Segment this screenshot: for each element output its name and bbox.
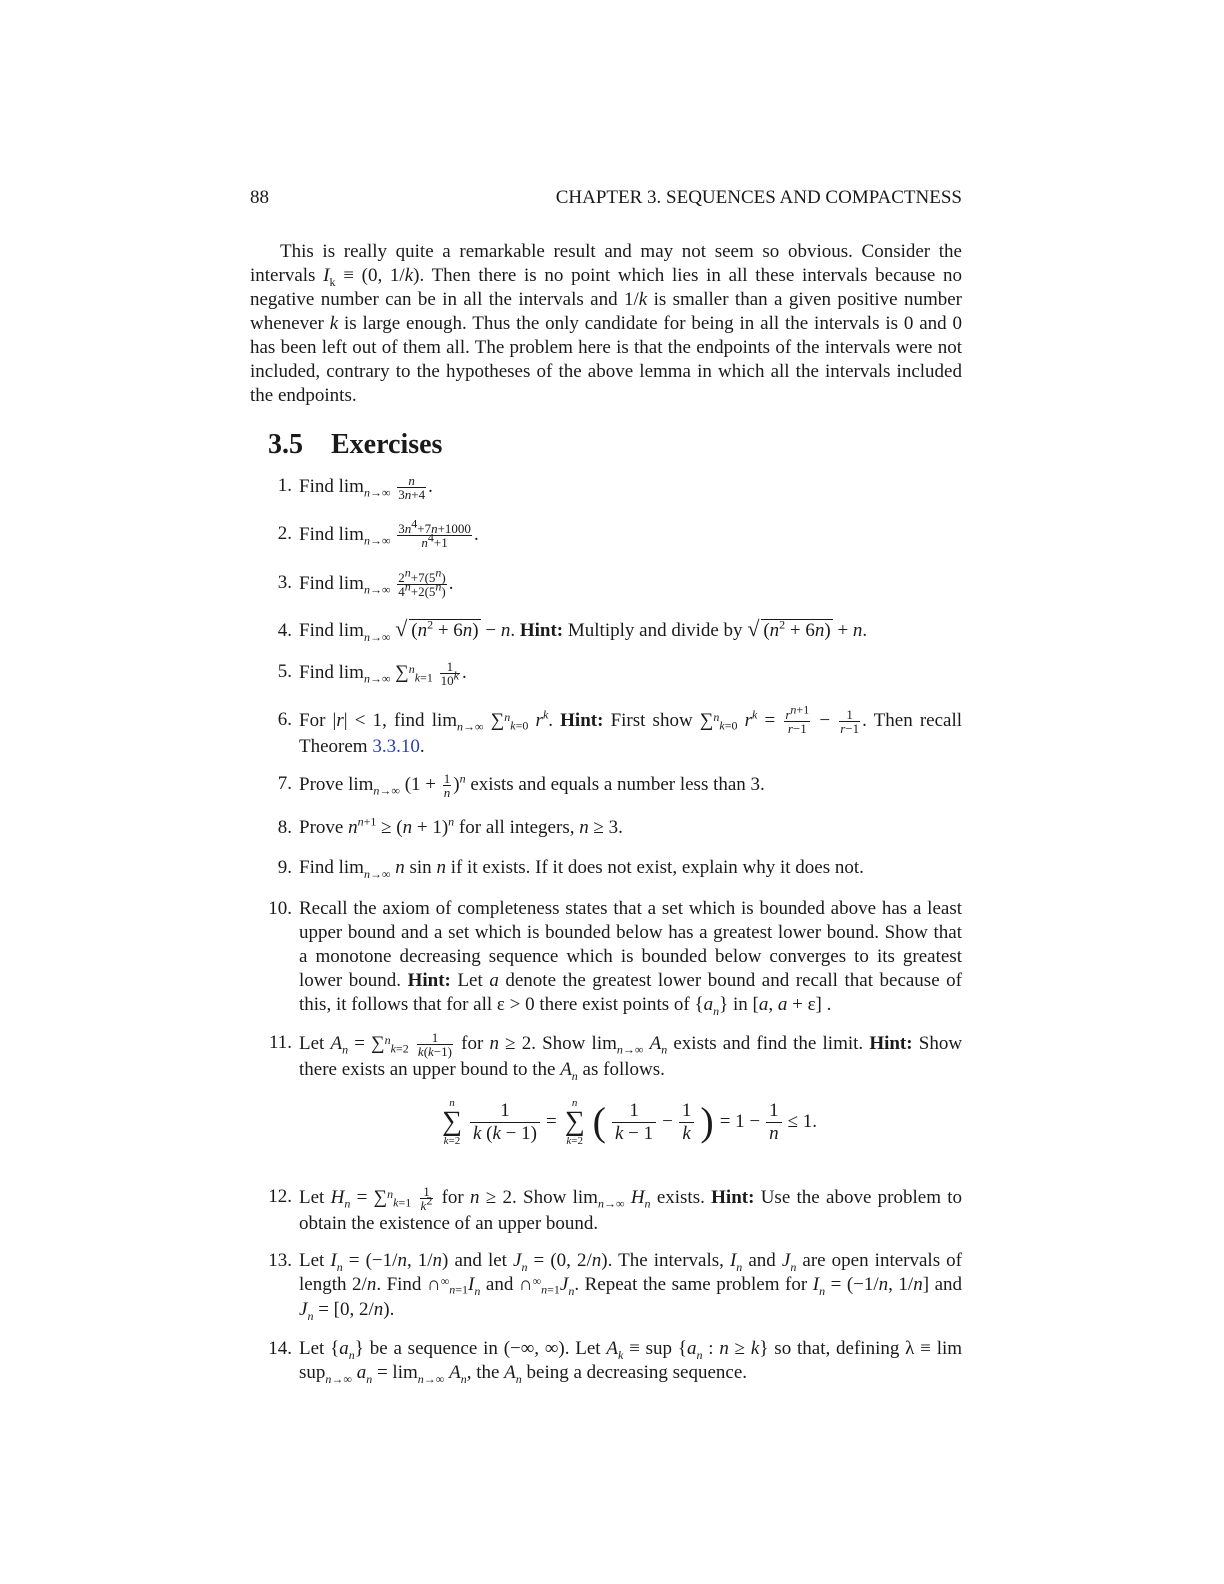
exercise-3: 3. Find $\lim_{n\to\infty}$ $\frac{2^n+7(5^n)}{4^n+2(5^n)}$ . — [277, 565, 454, 599]
exercise-11: 11. Let $A_n = \sum^n_{k=2}$ $\frac{1}{k(k-1)}$ for n ≥ 2. Show $\lim_{n\to\infty} A_n$ exists and find the limit. Hint: Show there exists an upper bound to the $A_n$ as follows. — [268, 1030, 963, 1083]
exercise-8: 8. Prove $n^{n+1} \ge (n + 1)^n$ for all integers, n ≥ 3. — [277, 814, 623, 838]
exercise-6: 6. For |r| < 1, find $\lim_{n\to\infty} \sum^n_{k=0}$ $r^k$. Hint: First show ∑$^n_{k=0}$ $r^k$ = $\frac{r^{n+1}}{r-1}$ − $\frac{1}{r-1}$ . Then recall Theorem 3.3.10. — [277, 702, 963, 757]
section-heading — [268, 428, 442, 462]
chapter-title: CHAPTER 3. SEQUENCES AND COMPACTNESS — [555, 187, 962, 208]
exercise-2: 2. Find $\lim_{n\to\infty}$ $\frac{3n^4+7n+1000}{n^4+1}$ . — [277, 516, 479, 550]
page-number: 88 — [250, 187, 269, 208]
theorem-link[interactable]: 3.3.10 — [372, 736, 420, 757]
intro-paragraph: This is really quite a remarkable result and may not seem so obvious. Consider the intervals $I_k \equiv (0$, 1/k). Then there is no point which lies in all these intervals because no negative number can be in all the intervals and 1/k is smaller than a given positive number whenever k is large enough. Thus the only candidate for being in all the intervals is 0 and 0 has been left out of them all. The problem here is that the endpoints of the intervals were not included, contrary to the hypotheses of the above lemma in which all the intervals included the endpoints. — [250, 241, 963, 406]
exercise-10: 10. Recall the axiom of completeness states that a set which is bounded above has a least upper bound and a set which is bounded below has a greatest lower bound. Show that a monotone decreasing sequence which is bounded below converges to its greatest lower bound. Hint: Let a denote the greatest lower bound and recall that because of this, it follows that for all ε > 0 there exist points of $\{a_n\}$ in [a, a + ε] . — [268, 898, 963, 1018]
display-equation: n ∑ k=2 $\frac{1}{k (k - 1)}$ = n ∑ k=2 ( 1 k − 1 − $\frac{1}{k}$ ) = 1 − $\frac{1}{n}$ ≤ 1. — [442, 1097, 818, 1147]
exercise-12: 12. Let $H_n = \sum^n_{k=1}$ $\frac{1}{k^2}$ for n ≥ 2. Show $\lim_{n\to\infty} H_n$ exists. Hint: Use the above problem to obtain the existence of an upper bound. — [268, 1184, 963, 1234]
section-title: Exercises — [331, 429, 443, 460]
exercise-5: 5. Find $\lim_{n\to\infty} \sum^n_{k=1}$ $\frac{1}{10^k}$ . — [277, 659, 467, 688]
exercise-14: 14. Let $\{a_n\}$ be a sequence in (−∞, ∞). Let $A_k$ ≡ sup {$a_n$ : n ≥ k} so that, defining λ ≡ lim sup$_{n\to\infty}$ $a_n = \lim_{n\to\infty} A_n$, the $A_n$ being a decreasing sequence. — [268, 1338, 963, 1386]
exercise-1: 1. Find $\lim_{n\to\infty}$ $\frac{n}{3n+4}$ . — [277, 473, 433, 502]
exercise-4: 4. Find $\lim_{n\to\infty}$ √ $(n^2 + 6n) - n$. Hint: Multiply and divide by √ $(n^2 + 6n) + n$. — [250, 619, 962, 643]
exercise-9: 9. Find $\lim_{n\to\infty} n$ sin n if it exists. If it does not exist, explain why it does not. — [277, 857, 864, 881]
exercise-13: 13. Let $I_n = (-1/n$, 1/n) and let $J_n = (0$, 2/n). The intervals, $I_n$ and $J_n$ are open intervals of length 2/n. Find $\cap^\infty_{n=1}I_n$ and $\cap^\infty_{n=1}J_n$. Repeat the same problem for $I_n = (-1/n$, 1/n] and $J_n = [0$, 2/n). — [268, 1250, 963, 1323]
section-number: 3.5 — [268, 429, 303, 460]
exercise-7: 7. Prove $\lim_{n\to\infty} (1$ + $\frac{1}{n}$ )$^n$ exists and equals a number less than 3. — [277, 771, 765, 800]
page-header — [250, 186, 962, 210]
